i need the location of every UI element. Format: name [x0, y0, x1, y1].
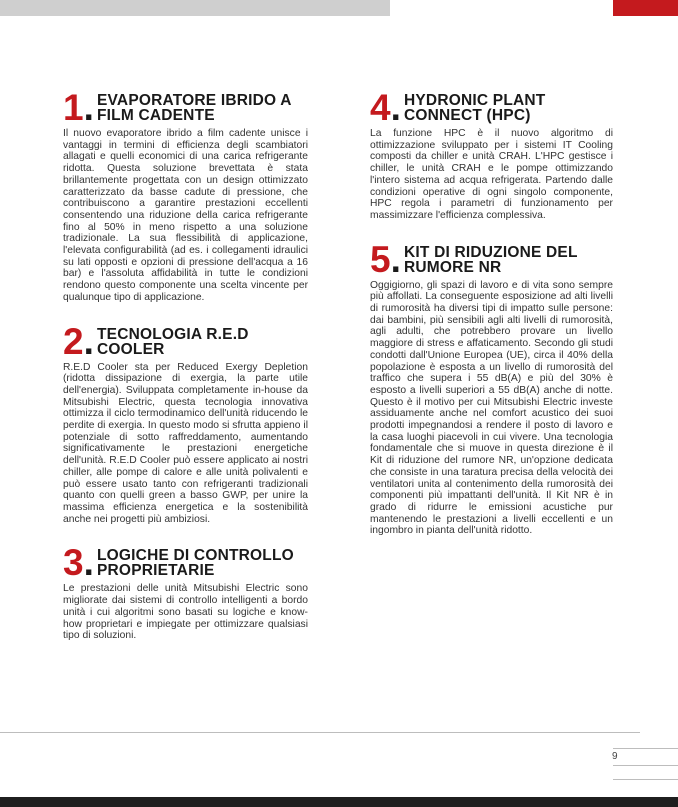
section-heading	[370, 87, 613, 128]
section-number: 4.	[370, 87, 401, 128]
section-hpc	[370, 87, 613, 222]
page-number: 9	[612, 751, 618, 762]
section-body: La funzione HPC è il nuovo algoritmo di ottimizzazione sviluppato per i sistemi IT Cooling composti da chiller e unità CRAH. L'HPC gestisce i chiller, le unità CRAH e le pompe ottimizzando l'intero sistema ad acqua refrigerata. Partendo dalle condizioni operative di ogni singolo componente, HPC regola i parametri di funzionamento per massimizzare l'efficienza complessiva.	[370, 128, 613, 221]
section-title: LOGICHE DI CONTROLLO PROPRIETARIE	[97, 547, 294, 580]
section-body: Le prestazioni delle unità Mitsubishi Electric sono migliorate dai sistemi di controllo intelligenti a bordo unità i cui algoritmi sono basati su logiche e know-how proprietari e impiegate per ottimizzare qualsiasi tipo di soluzioni.	[63, 583, 308, 642]
section-body: Il nuovo evaporatore ibrido a film cadente unisce i vantaggi in termini di efficienza degli scambiatori allagati e quelli economici di una carica refrigerante ridotta. Questa soluzione brevettata è stata brillantemente progettata con un design ottimizzato caratterizzato da basse cadute di pressione, che contribuiscono a garantire prestazioni eccellenti consentendo una riduzione della carica refrigerante fino al 50% in meno rispetto a una soluzione tradizionale. La sua flessibilità di applicazione, l'elevata configurabilità (ad es. i collegamenti idraulici su lati opposti e opzioni di pressione dell'acqua a 16 bar) e l'assoluta affidabilità in tutte le condizioni rendono questo componente una scelta vincente per qualunque tipo di applicazione.	[63, 128, 308, 303]
page-number-rule	[613, 748, 678, 749]
footer-dark-bar	[0, 797, 678, 807]
section-logiche-controllo	[63, 542, 308, 642]
header-grey-bar	[0, 0, 390, 16]
section-heading	[63, 320, 308, 362]
section-body: Oggigiorno, gli spazi di lavoro e di vita sono sempre più affollati. La conseguente esposizione ad alti livelli di rumorosità ha diversi tipi di impatto sulle persone: dai bambini, più sensibili agli alti livelli di rumorosità, agli adulti, che potrebbero provare un livello maggiore di stress e affaticamento. Secondo gli studi condotti dall'Unione Europea (UE), circa il 40% della popolazione è esposta a un livello di rumorosità del traffico che supera i 55 dB(A) e più del 30% è esposto a livelli superiori a 55 dB(A) anche di notte. Questo è il motivo per cui Mitsubishi Electric investe assiduamente anche nel comfort acustico dei suoi prodotti impegnandosi a rendere il posto di lavoro e la casa luoghi piacevoli in cui vivere. Una tecnologia fondamentale che si muove in questa direzione è il Kit di riduzione del rumore NR, un'opzione dedicata che consiste in una taratura precisa della velocità dei ventilatori unita al contenimento della rumorosità dei componenti più impattanti dell'unità. Il Kit NR è in grado di ridurre le emissioni acustiche pur mantenendo le prestazioni a livelli eccellenti e un ingombro in pianta dell'unità ridotto.	[370, 279, 613, 537]
section-number: 2.	[63, 320, 94, 362]
section-heading	[370, 238, 613, 280]
section-title: KIT DI RIDUZIONE DEL RUMORE NR	[404, 243, 578, 276]
section-heading	[63, 542, 308, 584]
section-title: TECNOLOGIA R.E.D COOLER	[97, 325, 249, 358]
right-column	[370, 87, 613, 559]
section-number: 3.	[63, 542, 94, 584]
header-red-tab	[613, 0, 678, 16]
section-number: 1.	[63, 87, 94, 128]
section-title: EVAPORATORE IBRIDO A FILM CADENTE	[97, 92, 292, 124]
footer-divider	[0, 732, 640, 733]
section-number: 5.	[370, 238, 401, 280]
section-title: HYDRONIC PLANT CONNECT (HPC)	[404, 92, 546, 124]
section-body: R.E.D Cooler sta per Reduced Exergy Depletion (ridotta dissipazione di exergia, la parte utile dell'energia). Sviluppata completamente in-house da Mitsubishi Electric, questa tecnologia innovativa ottimizza il ciclo termodinamico dell'unità riducendo le perdite di exergia. In questo modo si sfrutta appieno il potenziale di sotto raffreddamento, aumentando significativamente le prestazioni energetiche dell'unità. R.E.D Cooler può essere applicato ai nostri chiller, alle pompe di calore e alle unità polivalenti e può essere usato tanto con refrigeranti tradizionali quanto con quelli green a basso GWP, per unire la massima efficienza energetica e la sostenibilità anche nei progetti più ambiziosi.	[63, 361, 308, 525]
section-heading	[63, 87, 308, 128]
section-kit-nr	[370, 238, 613, 537]
page-number-rule	[613, 765, 678, 766]
page-number-rule	[613, 779, 678, 780]
left-column	[63, 87, 308, 664]
section-evaporatore	[63, 87, 308, 304]
section-red-cooler	[63, 320, 308, 526]
